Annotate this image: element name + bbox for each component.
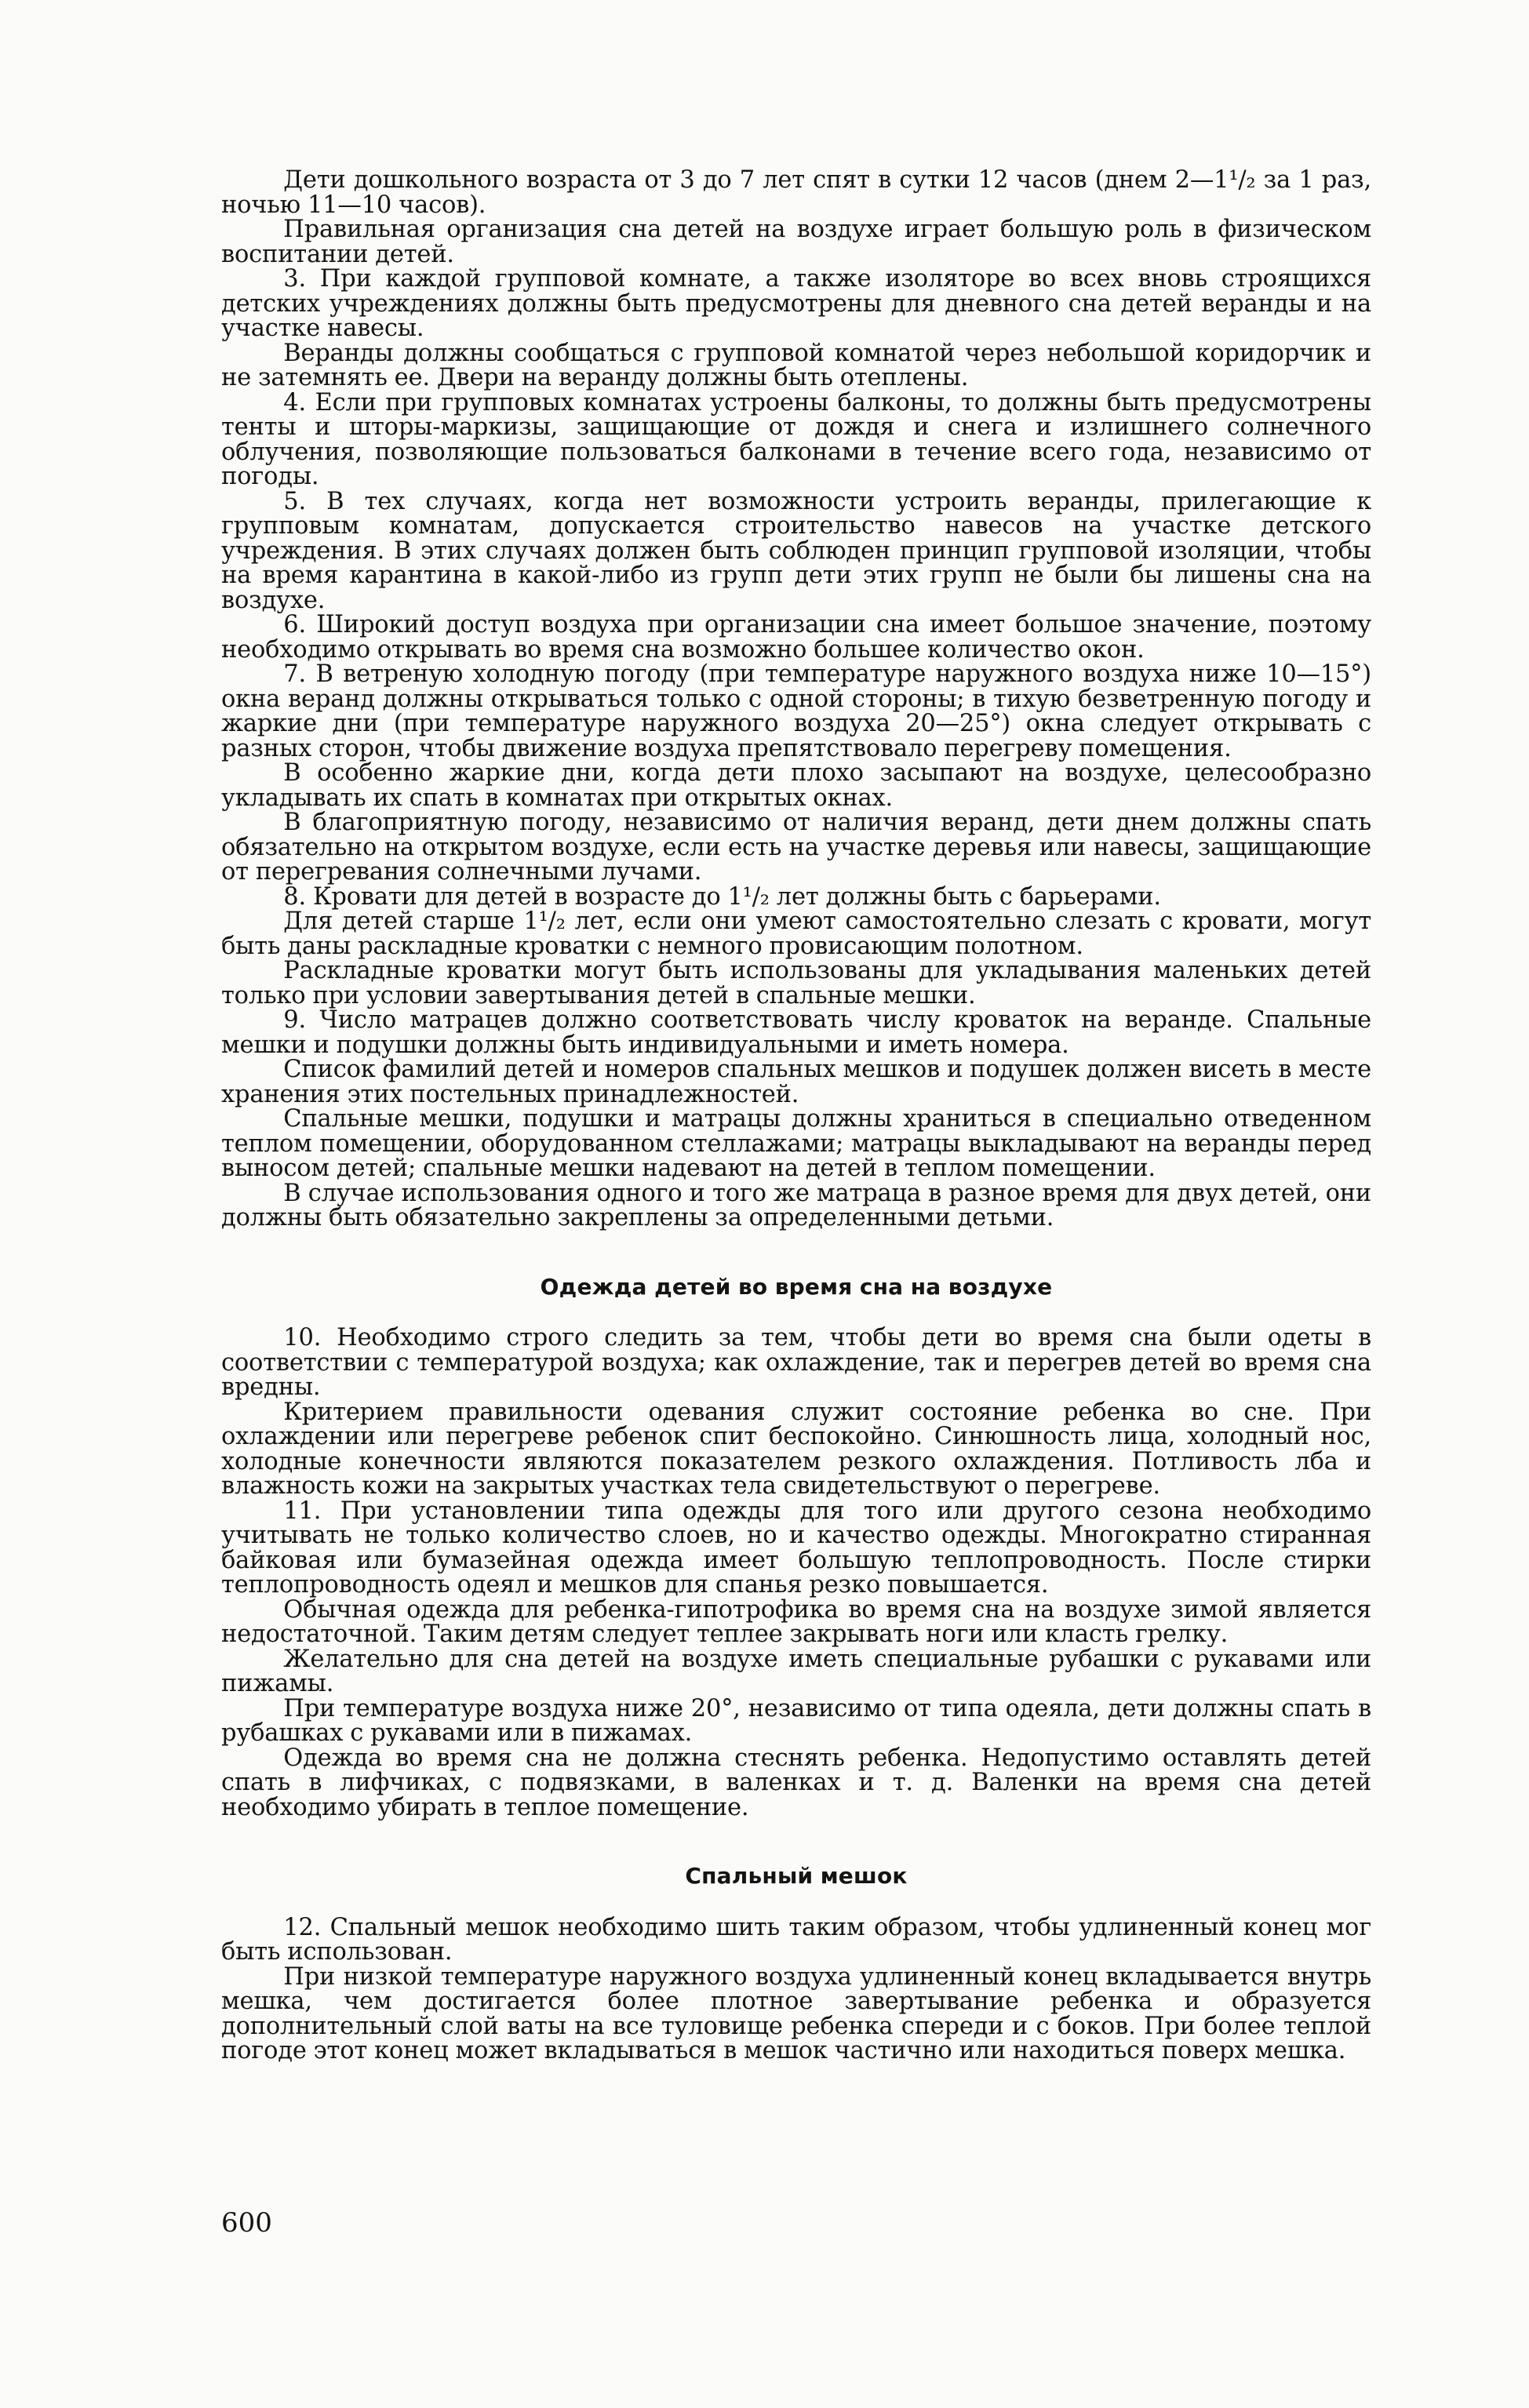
section-heading-clothing: Одежда детей во время сна на воздухе — [540, 1273, 1053, 1300]
paragraph: 12. Спальный мешок необходимо шить таким образом, чтобы удлиненный конец мог быть использован. — [221, 1913, 1371, 1966]
paragraph: 4. Если при групповых комнатах устроены балконы, то должны быть предусмотрены тенты и шторы-маркизы, защищающие от дождя и снега и излишнего солнечного облучения, позволяющие пользоваться балконами в течение всего года, независимо от погоды. — [221, 388, 1371, 490]
paragraph: 3. При каждой групповой комнате, а также изоляторе во всех вновь строящихся детских учреждениях должны быть предусмотрены для дневного сна детей веранды и на участке навесы. — [221, 265, 1371, 342]
paragraph: Желательно для сна детей на воздухе иметь специальные рубашки с рукавами или пижамы. — [221, 1645, 1371, 1697]
paragraph: В случае использования одного и того же матраца в разное время для двух детей, они должны быть обязательно закреплены за определенными детьми. — [221, 1179, 1371, 1231]
paragraph: Обычная одежда для ребенка-гипотрофика во время сна на воздухе зимой является недостаточной. Таким детям следует теплее закрывать ноги или класть грелку. — [221, 1595, 1371, 1648]
paragraph: 11. При установлении типа одежды для того или другого сезона необходимо учитывать не только количество слоев, но и качество одежды. Многократно стиранная байковая или бумазейная одежда имеет большую теплопроводность. После стирки теплопроводность одеял и мешков для спанья резко повышается. — [221, 1497, 1371, 1599]
paragraph: 5. В тех случаях, когда нет возможности устроить веранды, прилегающие к групповым комнатам, допускается строительство навесов на участке детского учреждения. В этих случаях должен быть соблюден принцип групповой изоляции, чтобы на время карантина в какой-либо из групп дети этих групп не были бы лишены сна на воздухе. — [221, 487, 1371, 614]
paragraph: Одежда во время сна не должна стеснять ребенка. Недопустимо оставлять детей спать в лифчиках, с подвязками, в валенках и т. д. Валенки на время сна детей необходимо убирать в теплое помещение. — [221, 1744, 1371, 1821]
paragraph: Раскладные кроватки могут быть использованы для укладывания маленьких детей только при условии завертывания детей в спальные мешки. — [221, 957, 1371, 1009]
paragraph: В особенно жаркие дни, когда дети плохо засыпают на воздухе, целесообразно укладывать их спать в комнатах при открытых окнах. — [221, 759, 1371, 812]
section-heading-sleeping-bag: Спальный мешок — [685, 1863, 908, 1889]
paragraph: Правильная организация сна детей на воздухе играет большую роль в физическом воспитании детей. — [221, 216, 1371, 268]
page-number: 600 — [221, 2207, 272, 2239]
paragraph: 10. Необходимо строго следить за тем, чтобы дети во время сна были одеты в соответствии с температурой воздуха; как охлаждение, так и перегрев детей во время сна вредны. — [221, 1324, 1371, 1401]
paragraph: Для детей старше 1¹/₂ лет, если они умеют самостоятельно слезать с кровати, могут быть даны раскладные кроватки с немного провисающим полотном. — [221, 908, 1371, 960]
paragraph: При температуре воздуха ниже 20°, независимо от типа одеяла, дети должны спать в рубашках с рукавами или в пижамах. — [221, 1694, 1371, 1747]
paragraph: Критерием правильности одевания служит состояние ребенка во сне. При охлаждении или перегреве ребенок спит беспокойно. Синюшность лица, холодный нос, холодные конечности являются показателем резкого охлаждения. Потливость лба и влажность кожи на закрытых участках тела свидетельствуют о перегреве. — [221, 1398, 1371, 1500]
paragraph: В благоприятную погоду, независимо от наличия веранд, дети днем должны спать обязательно на открытом воздухе, если есть на участке деревья или навесы, защищающие от перегревания солнечными лучами. — [221, 809, 1371, 886]
paragraph: 7. В ветреную холодную погоду (при температуре наружного воздуха ниже 10—15°) окна веранд должны открываться только с одной стороны; в тихую безветренную погоду и жаркие дни (при температуре наружного воздуха 20—25°) окна следует открывать с разных сторон, чтобы движение воздуха препятствовало перегреву помещения. — [221, 660, 1371, 762]
paragraph: 6. Широкий доступ воздуха при организации сна имеет большое значение, поэтому необходимо открывать во время сна возможно большее количество окон. — [221, 611, 1371, 664]
paragraph: Спальные мешки, подушки и матрацы должны храниться в специально отведенном теплом помещении, оборудованном стеллажами; матрацы выкладывают на веранды перед выносом детей; спальные мешки надевают на детей в теплом помещении. — [221, 1105, 1371, 1182]
paragraph: Дети дошкольного возраста от 3 до 7 лет спят в сутки 12 часов (днем 2—1¹/₂ за 1 раз, ночью 11—10 часов). — [221, 166, 1371, 219]
main-text — [221, 168, 1371, 2064]
paragraph: При низкой температуре наружного воздуха удлиненный конец вкладывается внутрь мешка, чем достигается более плотное завертывание ребенка и образуется дополнительный слой ваты на все туловище ребенка спереди и с боков. При более теплой погоде этот конец может вкладываться в мешок частично или находиться поверх мешка. — [221, 1962, 1371, 2064]
paragraph: 9. Число матрацев должно соответствовать числу кроваток на веранде. Спальные мешки и подушки должны быть индивидуальными и иметь номера. — [221, 1006, 1371, 1059]
paragraph: Список фамилий детей и номеров спальных мешков и подушек должен висеть в месте хранения этих постельных принадлежностей. — [221, 1056, 1371, 1108]
paragraph: 8. Кровати для детей в возрасте до 1¹/₂ лет должны быть с барьерами. — [283, 882, 1161, 911]
paragraph: Веранды должны сообщаться с групповой комнатой через небольшой коридорчик и не затемнять ее. Двери на веранду должны быть отеплены. — [221, 339, 1371, 391]
